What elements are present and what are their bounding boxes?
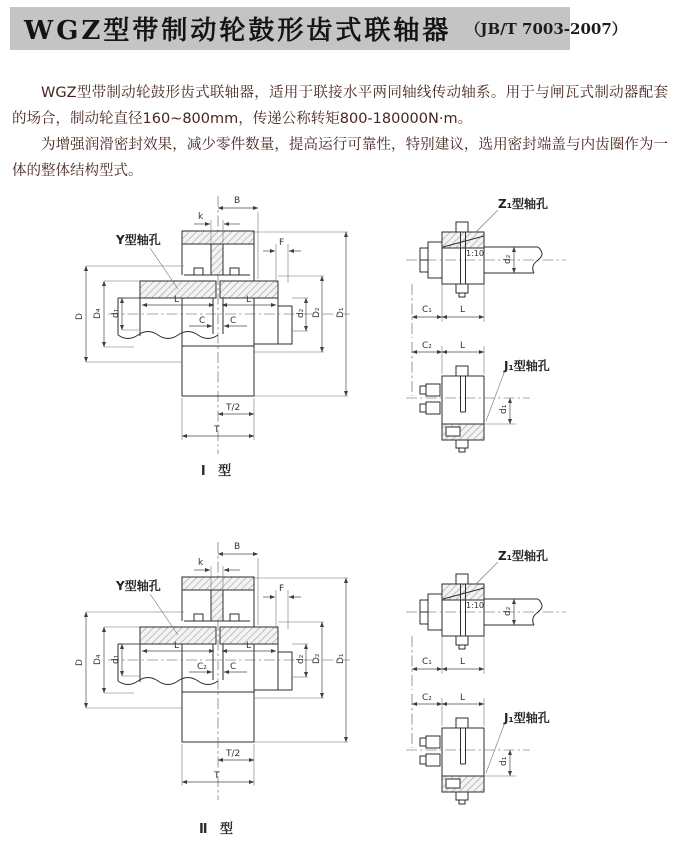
dim-label-t: T — [214, 771, 220, 781]
dim-label-l: L — [460, 693, 466, 703]
brake-wheel-web — [211, 590, 223, 621]
dim-label-t-half: T/2 — [226, 749, 241, 759]
dim-label-l-right: L — [246, 641, 252, 651]
section-caption-2: Ⅱ 型 — [198, 822, 238, 837]
coupling-section-outline — [118, 577, 292, 742]
section-type-1 — [0, 186, 680, 532]
hole-type-label: Y型轴孔 — [116, 233, 161, 247]
dim-label-d4: D₄ — [93, 654, 103, 665]
dim-label-b: B — [234, 542, 241, 552]
title-bar — [10, 7, 627, 50]
shaft-break-line — [118, 332, 218, 339]
section-caption-1: Ⅰ 型 — [200, 464, 236, 479]
j1-hole-drawing-1 — [398, 338, 618, 478]
dim-label-k: k — [198, 212, 204, 222]
dim-label-b: B — [234, 196, 241, 206]
hole-type-label: Y型轴孔 — [116, 579, 161, 593]
dim-label-d2-small: d₂ — [296, 654, 306, 664]
j1-hole-label: J₁型轴孔 — [504, 711, 550, 725]
dim-label-c1: C₁ — [422, 657, 432, 667]
dimensions — [412, 341, 550, 424]
dim-label-l: L — [460, 341, 466, 351]
dimensions — [412, 196, 548, 322]
dim-label-c-right: C — [230, 662, 237, 672]
taper-label: 1:10 — [466, 601, 484, 610]
z1-hole-label: Z₁型轴孔 — [498, 197, 548, 211]
section-type-2 — [0, 532, 680, 845]
shaft-break-line — [533, 599, 542, 625]
dim-label-c2: C₂ — [422, 693, 432, 703]
dim-label-c1: C₁ — [422, 305, 432, 315]
dim-label-d2-cap: D₂ — [312, 653, 322, 664]
dim-label-l-left: L — [174, 641, 180, 651]
dim-label-d-cap: D — [75, 659, 85, 666]
intro-paragraph-1: WGZ型带制动轮鼓形齿式联轴器，适用于联接水平两同轴线传动轴系。用于与闸瓦式制动器配套的场合，制动轮直径160~800mm，传递公称转矩800-180000N·m。 — [12, 85, 668, 127]
dim-label-c-right: C — [230, 316, 237, 326]
dim-label-c-left: C — [199, 316, 206, 326]
dim-label-d1-cap: D₁ — [336, 307, 346, 318]
brake-wheel-web — [211, 244, 223, 275]
dim-label-t-half: T/2 — [226, 403, 241, 413]
dim-label-f: F — [279, 238, 285, 248]
dim-label-f: F — [279, 584, 285, 594]
brake-wheel-rim — [182, 577, 254, 590]
dim-label-l-left: L — [174, 295, 180, 305]
dimensions — [412, 548, 548, 674]
dim-label-l: L — [460, 305, 466, 315]
intro-paragraph-2: 为增强润滑密封效果，减少零件数量，提高运行可靠性，特别建议，选用密封端盖与内齿圈作为一体的整体结构型式。 — [12, 137, 668, 179]
dim-label-d2-cap: D₂ — [312, 307, 322, 318]
intro-text — [12, 80, 668, 184]
dim-label-d4: D₄ — [93, 308, 103, 319]
dim-label-d1-small: d₁ — [499, 404, 509, 414]
dim-label-d-cap: D — [75, 313, 85, 320]
dim-label-d1-small: d₁ — [499, 756, 509, 766]
dim-label-d2-small: d₂ — [296, 308, 306, 318]
dim-label-d1-cap: D₁ — [336, 653, 346, 664]
dim-label-k: k — [198, 558, 204, 568]
dimensions — [412, 693, 550, 776]
taper-label: 1:10 — [466, 249, 484, 258]
shaft-break-line — [533, 247, 542, 273]
dim-label-d2-small: d₂ — [503, 254, 513, 264]
standard-number: （JB/T 7003-2007） — [465, 20, 627, 38]
hub-outline — [420, 366, 484, 452]
page-title: WGZ型带制动轮鼓形齿式联轴器 — [24, 16, 452, 46]
hub-outline — [420, 718, 484, 804]
z1-hole-drawing-1 — [398, 192, 618, 342]
brake-wheel-rim — [182, 231, 254, 244]
hub-outline — [420, 222, 542, 297]
dim-label-l-right: L — [246, 295, 252, 305]
main-assembly-drawing-1 — [58, 186, 378, 486]
dim-label-c-left: C₂ — [197, 662, 207, 672]
j1-hole-label: J₁型轴孔 — [504, 359, 550, 373]
hub-outline — [420, 574, 542, 649]
z1-hole-drawing-2 — [398, 544, 618, 694]
dim-label-d1-small: d₁ — [111, 654, 121, 664]
dim-label-d2-small: d₂ — [503, 606, 513, 616]
main-assembly-drawing-2 — [58, 532, 378, 832]
j1-hole-drawing-2 — [398, 690, 618, 830]
coupling-section-outline — [118, 231, 292, 396]
z1-hole-label: Z₁型轴孔 — [498, 549, 548, 563]
dim-label-t: T — [214, 425, 220, 435]
dim-label-d1-small: d₁ — [111, 308, 121, 318]
dim-label-c2: C₂ — [422, 341, 432, 351]
shaft-break-line — [118, 678, 218, 685]
dim-label-l: L — [460, 657, 466, 667]
